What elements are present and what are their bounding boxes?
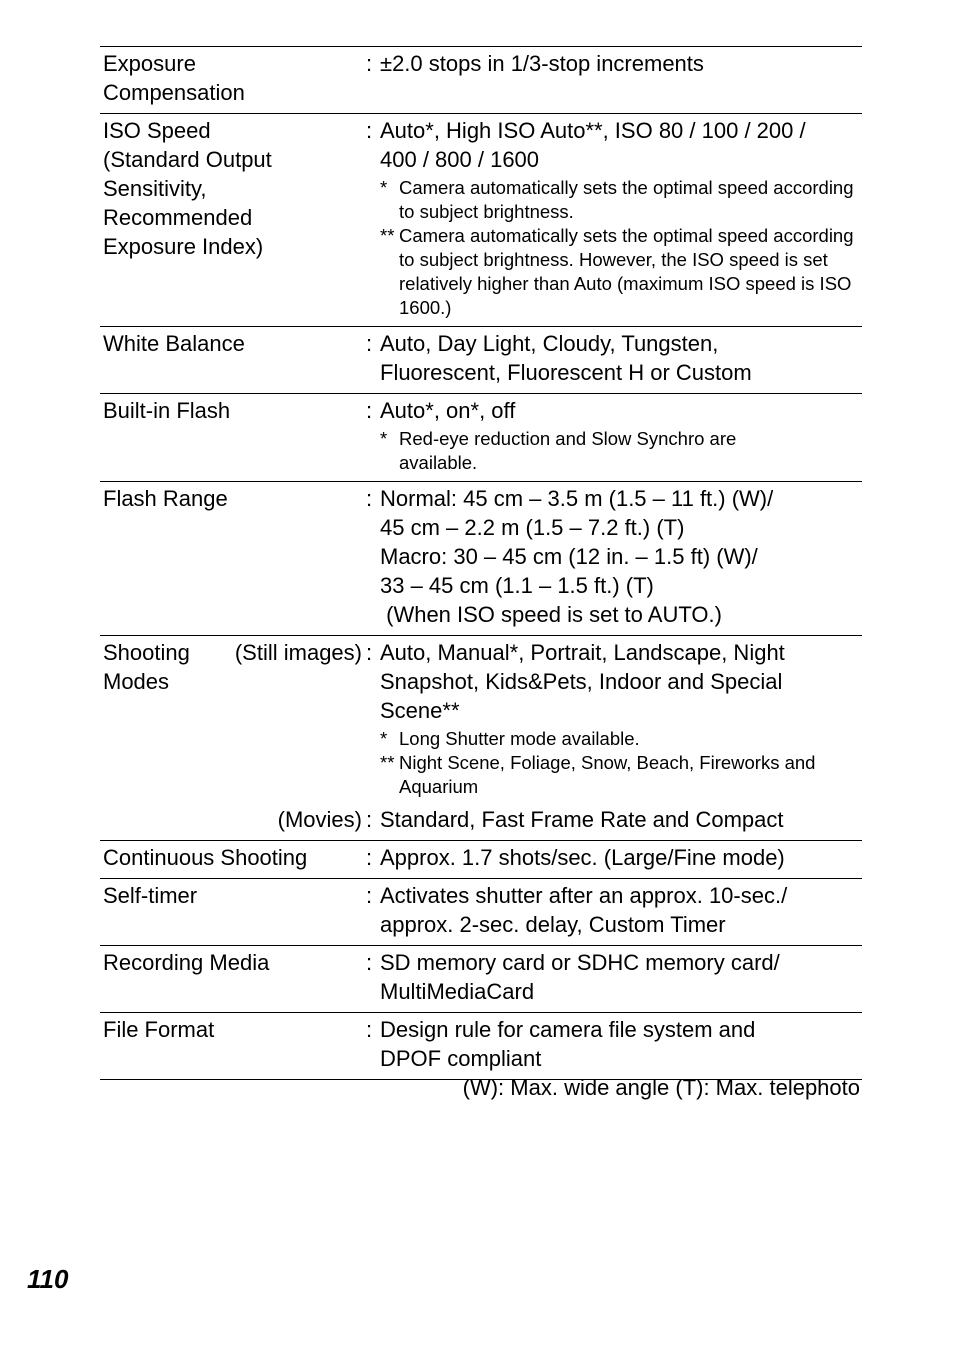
colon-separator: : bbox=[366, 331, 373, 356]
label-main bbox=[103, 638, 190, 696]
colon-separator: : bbox=[366, 807, 373, 832]
footnote bbox=[380, 751, 860, 799]
movies-value: Standard, Fast Frame Rate and Compact bbox=[380, 807, 784, 832]
spec-row-iso-speed bbox=[100, 114, 862, 327]
spec-row-white-balance bbox=[100, 327, 862, 394]
label-line: Sensitivity, bbox=[103, 176, 207, 201]
colon-separator: : bbox=[366, 883, 373, 908]
still-images-sublabel: (Still images) bbox=[234, 640, 362, 665]
value-line: Normal: 45 cm – 3.5 m (1.5 – 11 ft.) (W)/ bbox=[380, 486, 774, 511]
page-number: 110 bbox=[27, 1264, 69, 1294]
spec-value bbox=[380, 396, 862, 475]
footnote-list bbox=[380, 176, 860, 320]
movies-sublabel: (Movies) bbox=[277, 807, 362, 832]
spec-label: Self-timer bbox=[103, 883, 198, 908]
footnote bbox=[380, 727, 860, 751]
spec-row-self-timer bbox=[100, 879, 862, 946]
footnote-text: Camera automatically sets the optimal speed according to subject brightness. bbox=[399, 177, 854, 222]
spec-label: Exposure Compensation bbox=[103, 51, 245, 105]
colon-separator: : bbox=[366, 118, 373, 143]
spec-row-exposure-compensation bbox=[100, 47, 862, 114]
colon-separator: : bbox=[366, 51, 373, 76]
value-line: Auto*, on*, off bbox=[380, 398, 516, 423]
spec-value: SD memory card or SDHC memory card/ MultiMediaCard bbox=[380, 950, 780, 1004]
spec-value: ±2.0 stops in 1/3-stop increments bbox=[380, 51, 704, 76]
spec-value bbox=[380, 484, 862, 629]
value-line: Macro: 30 – 45 cm (12 in. – 1.5 ft) (W)/ bbox=[380, 544, 758, 569]
spec-row-file-format bbox=[100, 1013, 862, 1080]
label-line: ISO Speed bbox=[103, 118, 211, 143]
colon-separator: : bbox=[366, 1017, 373, 1042]
spec-value: Approx. 1.7 shots/sec. (Large/Fine mode) bbox=[380, 845, 785, 870]
spec-label: White Balance bbox=[103, 331, 245, 356]
label-line: (Standard Output bbox=[103, 147, 272, 172]
value-line: 400 / 800 / 1600 bbox=[380, 147, 540, 172]
footnote-mark: * bbox=[380, 177, 388, 198]
abbreviation-footnote: (W): Max. wide angle (T): Max. telephoto bbox=[462, 1075, 860, 1100]
spec-row-shooting-modes bbox=[100, 636, 862, 841]
label-line: Recommended bbox=[103, 205, 253, 230]
spec-table bbox=[100, 46, 862, 1080]
spec-row-continuous-shooting bbox=[100, 841, 862, 879]
footnote-mark: * bbox=[380, 728, 388, 749]
label-line: Exposure Index) bbox=[103, 234, 264, 259]
spec-row-built-in-flash bbox=[100, 394, 862, 482]
spec-label: Recording Media bbox=[103, 950, 270, 975]
colon-separator: : bbox=[366, 640, 373, 665]
spec-label: Continuous Shooting bbox=[103, 845, 308, 870]
label-line: Modes bbox=[103, 669, 170, 694]
spec-value bbox=[380, 638, 862, 799]
footnote bbox=[380, 176, 860, 224]
footnote-mark: ** bbox=[380, 752, 395, 773]
footnote-mark: * bbox=[380, 428, 388, 449]
spec-label: Flash Range bbox=[103, 486, 228, 511]
colon-separator: : bbox=[366, 950, 373, 975]
spec-label: File Format bbox=[103, 1017, 215, 1042]
footnote-list bbox=[380, 427, 860, 475]
spec-label bbox=[100, 638, 366, 696]
spec-row-recording-media bbox=[100, 946, 862, 1013]
colon-separator: : bbox=[366, 398, 373, 423]
footnote bbox=[380, 224, 860, 320]
footnote-text: Long Shutter mode available. bbox=[399, 728, 640, 749]
footnote-text: Night Scene, Foliage, Snow, Beach, Fireworks and Aquarium bbox=[399, 752, 816, 797]
still-images-value: Auto, Manual*, Portrait, Landscape, Night Snapshot, Kids&Pets, Indoor and Special Scene** bbox=[380, 640, 785, 723]
colon-separator: : bbox=[366, 845, 373, 870]
spec-row-flash-range bbox=[100, 482, 862, 636]
spec-value: Auto, Day Light, Cloudy, Tungsten, Fluorescent, Fluorescent H or Custom bbox=[380, 331, 752, 385]
value-line: 33 – 45 cm (1.1 – 1.5 ft.) (T) bbox=[380, 573, 654, 598]
footnote-text: Camera automatically sets the optimal speed according to subject brightness. However, the ISO speed is set relatively higher than Auto (maximum ISO speed is ISO 1600.) bbox=[399, 225, 854, 318]
spec-value bbox=[380, 116, 862, 320]
spec-value: Design rule for camera file system and DPOF compliant bbox=[380, 1017, 756, 1071]
footnote-text: Red-eye reduction and Slow Synchro are available. bbox=[399, 428, 737, 473]
colon-separator: : bbox=[366, 486, 373, 511]
value-line: 45 cm – 2.2 m (1.5 – 7.2 ft.) (T) bbox=[380, 515, 685, 540]
spec-label bbox=[100, 116, 366, 261]
footnote bbox=[380, 427, 860, 475]
spec-label: Built-in Flash bbox=[103, 398, 231, 423]
footnote-mark: ** bbox=[380, 225, 395, 246]
label-line: Shooting bbox=[103, 640, 190, 665]
value-line: Auto*, High ISO Auto**, ISO 80 / 100 / 200 / bbox=[380, 118, 806, 143]
spec-value: Activates shutter after an approx. 10-sec./ approx. 2-sec. delay, Custom Timer bbox=[380, 883, 788, 937]
footnote-list bbox=[380, 727, 860, 799]
value-line: (When ISO speed is set to AUTO.) bbox=[380, 602, 722, 627]
